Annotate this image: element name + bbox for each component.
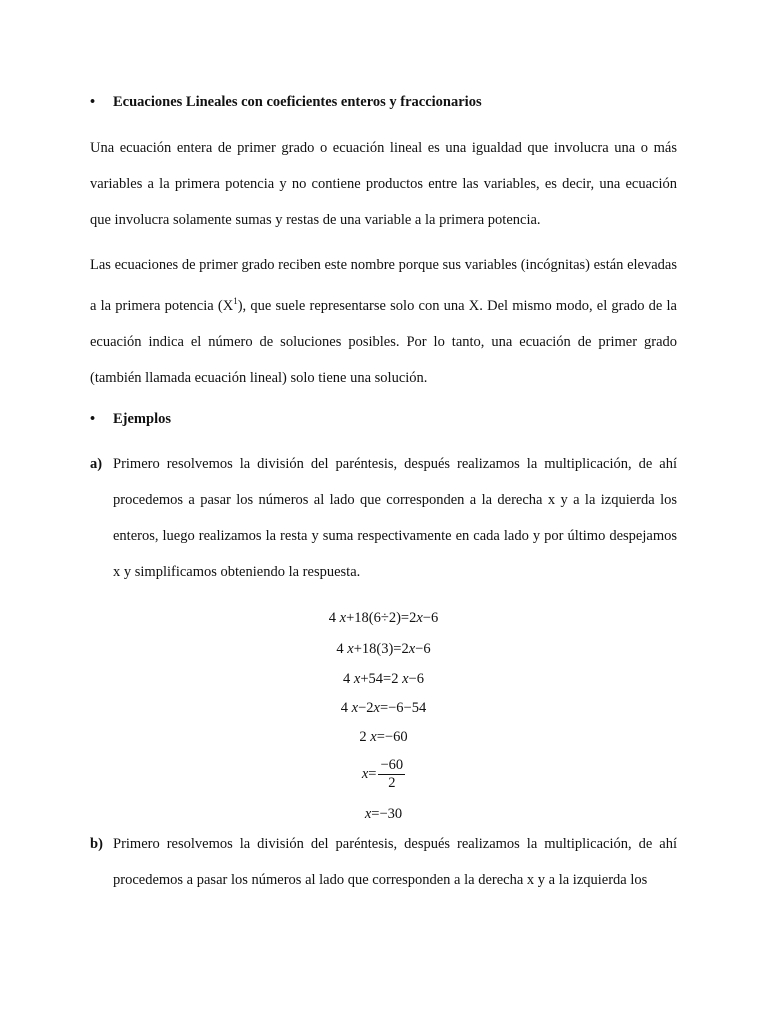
- bullet-icon: •: [90, 94, 96, 110]
- heading-text: Ecuaciones Lineales con coeficientes enteros y fraccionarios: [113, 94, 482, 110]
- equation-step-2: 4 x+18(3)=2x−6: [336, 641, 431, 657]
- paragraph-explanation: [90, 247, 677, 396]
- item-text: Primero resolvemos la división del paréntesis, después realizamos la multiplicación, de ahí procedemos a pasar los números al lado que corresponden a la derecha x y a la izquierda los enteros, luego realizamos la resta y suma respectivamente en cada lado y por último despejamos x y simplificamos obteniendo la respuesta.: [113, 456, 677, 580]
- paragraph-text-part2: ), que suele representarse solo con una X. Del mismo modo, el grado de la ecuación indica el número de soluciones posibles. Por lo tanto, una ecuación de primer grado (también llamada ecuación lineal) solo tiene una solución.: [90, 297, 677, 386]
- paragraph-definition: Una ecuación entera de primer grado o ecuación lineal es una igualdad que involucra una o más variables a la primera potencia y no contiene productos entre las variables, es decir, una ecuación que involucra solamente sumas y restas de una variable a la primera potencia.: [90, 140, 677, 228]
- equation-step-3: 4 x+54=2 x−6: [343, 671, 424, 687]
- fraction: $\frac{-60}{2}$: [380, 757, 404, 791]
- equation-step-5: 2 x=−60: [359, 729, 408, 745]
- item-label: b): [90, 836, 103, 852]
- bullet-icon: •: [90, 411, 96, 427]
- equation-step-7: x=−30: [364, 806, 403, 822]
- item-label: a): [90, 456, 103, 472]
- paragraph-text-part1: Las ecuaciones de primer grado reciben este nombre porque sus variables (incógnitas) están elevadas a la primera potencia (X: [90, 257, 677, 314]
- equation-step-4: 4 x−2x=−6−54: [340, 700, 427, 716]
- heading-text: Ejemplos: [113, 411, 171, 427]
- equation-step-1: 4 x+18(6÷2)=2x−6: [328, 610, 439, 626]
- superscript: 1: [233, 296, 238, 306]
- equation-step-6: x= $\frac{-60}{2}$: [361, 757, 404, 791]
- item-text: Primero resolvemos la división del paréntesis, después realizamos la multiplicación, de ahí procedemos a pasar los números al lado que corresponden a la derecha x y a la izquierda los: [113, 836, 677, 888]
